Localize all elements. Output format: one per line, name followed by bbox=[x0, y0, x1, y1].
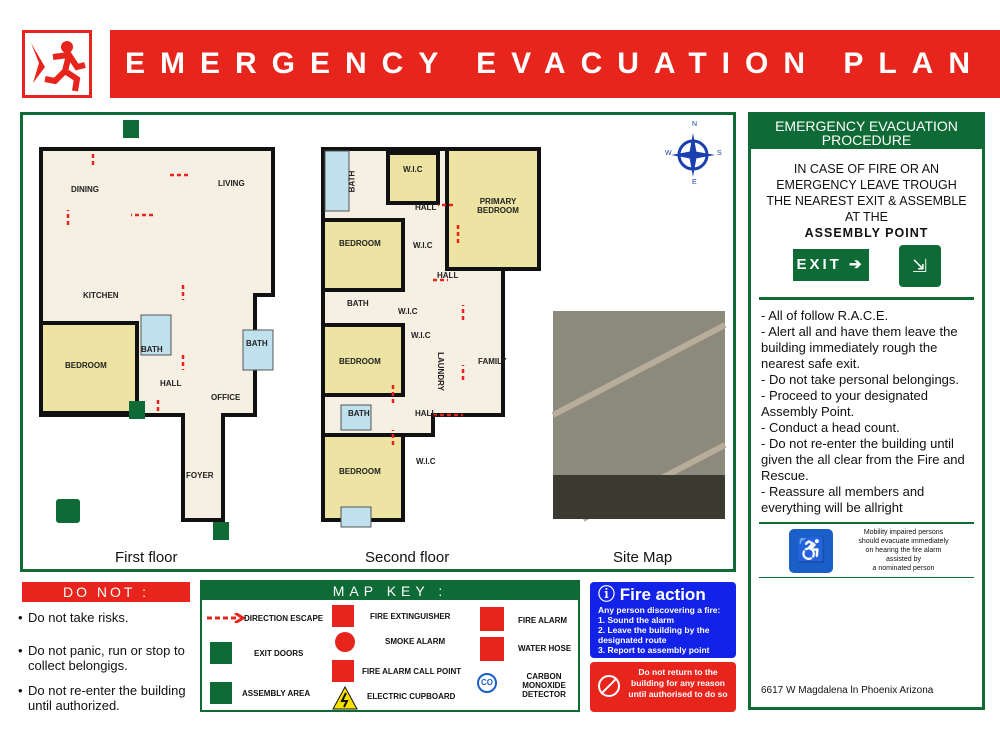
no-return-text: Do not return to the building for any reason until authorised to do so bbox=[628, 667, 728, 699]
do-not-item: • Do not re-enter the building until authorized. bbox=[28, 683, 193, 713]
intro-line: AT THE bbox=[844, 210, 889, 224]
procedure-step: - Do not take personal belongings. bbox=[761, 372, 960, 387]
room-label: BATH bbox=[141, 345, 163, 354]
fire-action-panel bbox=[590, 582, 736, 658]
room-label: HALL bbox=[160, 379, 182, 388]
room-label: BATH bbox=[347, 170, 357, 193]
room-label: W.I.C bbox=[413, 241, 433, 250]
room-label: W.I.C bbox=[411, 331, 431, 340]
direction-escape-icon bbox=[207, 613, 247, 623]
key-label: ASSEMBLY AREA bbox=[242, 689, 311, 698]
site-map-caption: Site Map bbox=[613, 549, 673, 566]
map-key-title: MAP KEY : bbox=[202, 582, 578, 600]
do-not-title: DO NOT : bbox=[22, 582, 190, 602]
mobility-line: on hearing the fire alarm bbox=[865, 547, 942, 554]
procedure-title-line: EMERGENCY EVACUATION bbox=[775, 118, 958, 134]
room-label: BATH bbox=[348, 409, 370, 418]
room-label: DINING bbox=[71, 185, 99, 194]
procedure-intro bbox=[751, 161, 982, 241]
room-label: PRIMARY BEDROOM bbox=[477, 197, 519, 215]
do-not-item: • Do not take risks. bbox=[28, 610, 188, 625]
fire-action-line: 3. Report to assembly point bbox=[598, 645, 710, 655]
intro-line: ASSEMBLY POINT bbox=[804, 226, 929, 240]
first-floor-caption: First floor bbox=[115, 549, 178, 566]
room-label: W.I.C bbox=[403, 165, 423, 174]
exit-sign-label: EXIT bbox=[796, 256, 842, 273]
exit-door-icon bbox=[210, 642, 232, 664]
room-label: W.I.C bbox=[398, 307, 418, 316]
compass-rose-icon bbox=[671, 133, 715, 177]
room-label: FOYER bbox=[186, 471, 214, 480]
room-label: LIVING bbox=[218, 179, 245, 188]
key-label: WATER HOSE bbox=[518, 644, 572, 653]
room-label: BEDROOM bbox=[339, 239, 381, 248]
fire-alarm-icon bbox=[480, 607, 504, 631]
running-man-fire-exit-icon bbox=[25, 33, 89, 95]
procedure-step: - Conduct a head count. bbox=[761, 420, 900, 435]
room-label: BEDROOM bbox=[339, 467, 381, 476]
assembly-area-icon bbox=[210, 682, 232, 704]
map-key bbox=[200, 580, 580, 712]
key-label: FIRE ALARM bbox=[518, 616, 568, 625]
room-label: W.I.C bbox=[416, 457, 436, 466]
procedure-title bbox=[751, 115, 982, 149]
room-label: LAUNDRY bbox=[435, 352, 445, 391]
key-label: FIRE ALARM CALL POINT bbox=[362, 667, 462, 676]
no-return-panel bbox=[590, 662, 736, 712]
procedure-step: - Do not re-enter the building until given the all clear from the Fire and Rescue. bbox=[761, 436, 965, 483]
mobility-line: Mobility impaired persons bbox=[863, 529, 944, 536]
room-label: HALL bbox=[415, 203, 437, 212]
mobility-impaired-icon: ♿ bbox=[789, 529, 833, 573]
prohibited-icon bbox=[598, 675, 620, 697]
mobility-note bbox=[833, 528, 974, 573]
key-label: ELECTRIC CUPBOARD bbox=[367, 692, 456, 701]
fire-exit-logo bbox=[22, 30, 92, 98]
floor-plan-panel bbox=[20, 112, 736, 572]
room-label: BEDROOM bbox=[339, 357, 381, 366]
fire-alarm-call-point-icon bbox=[332, 660, 354, 682]
fire-action-line: Any person discovering a fire: bbox=[598, 605, 721, 615]
smoke-alarm-icon bbox=[335, 632, 355, 652]
mobility-line: should evacuate immediately bbox=[858, 538, 949, 545]
intro-line: IN CASE OF FIRE OR AN bbox=[793, 162, 940, 176]
co-detector-icon: CO bbox=[477, 673, 497, 693]
key-label: DIRECTION ESCAPE bbox=[244, 614, 324, 623]
exit-sign: EXIT ➔ bbox=[793, 249, 869, 281]
page-title: EMERGENCY EVACUATION PLAN bbox=[110, 30, 1000, 98]
mobility-line: a nominated person bbox=[872, 565, 935, 572]
info-circle-icon: ⓘ bbox=[598, 585, 615, 604]
key-label: CARBON MONOXIDE DETECTOR bbox=[522, 672, 566, 699]
electric-cupboard-icon bbox=[332, 686, 358, 710]
mobility-line: assisted by bbox=[885, 556, 922, 563]
compass-north: N bbox=[692, 121, 698, 128]
key-label: SMOKE ALARM bbox=[385, 637, 446, 646]
intro-line: EMERGENCY LEAVE TROUGH bbox=[776, 178, 957, 192]
room-label: BATH bbox=[246, 339, 268, 348]
water-hose-icon bbox=[480, 637, 504, 661]
key-label: EXIT DOORS bbox=[254, 649, 304, 658]
fire-action-line: 1. Sound the alarm bbox=[598, 615, 675, 625]
compass-west: W bbox=[665, 150, 672, 157]
procedure-step: - Alert all and have them leave the building immediately rough the nearest safe exit. bbox=[761, 324, 958, 371]
room-label: BEDROOM bbox=[65, 361, 107, 370]
room-label: OFFICE bbox=[211, 393, 241, 402]
procedure-title-line: PROCEDURE bbox=[821, 132, 912, 148]
fire-extinguisher-icon bbox=[332, 605, 354, 627]
room-label: HALL bbox=[415, 409, 437, 418]
do-not-item: • Do not panic, run or stop to collect belongigs. bbox=[28, 643, 193, 673]
procedure-step: - All of follow R.A.C.E. bbox=[761, 308, 889, 323]
compass-south: E bbox=[692, 179, 697, 186]
fire-action-title: Fire action bbox=[619, 585, 706, 604]
procedure-step: - Reassure all members and everything will be allright bbox=[761, 484, 925, 515]
room-label: BATH bbox=[347, 299, 369, 308]
procedure-step: - Proceed to your designated Assembly Point. bbox=[761, 388, 928, 419]
assembly-area-icon bbox=[56, 499, 80, 523]
floor-plans-drawing bbox=[23, 115, 733, 569]
address: 6617 W Magdalena ln Phoenix Arizona bbox=[761, 685, 934, 696]
assembly-point-icon: ⇲ bbox=[899, 245, 941, 287]
room-label: HALL bbox=[437, 271, 459, 280]
room-label: KITCHEN bbox=[83, 291, 119, 300]
procedure-panel bbox=[748, 112, 985, 710]
second-floor-caption: Second floor bbox=[365, 549, 450, 566]
intro-line: THE NEAREST EXIT & ASSEMBLE bbox=[766, 194, 967, 208]
procedure-steps bbox=[751, 308, 982, 516]
fire-action-line: 2. Leave the building by the designated route bbox=[598, 625, 710, 645]
room-label: FAMILY bbox=[478, 357, 507, 366]
key-label: FIRE EXTINGUISHER bbox=[370, 612, 451, 621]
compass-east: S bbox=[717, 150, 722, 157]
